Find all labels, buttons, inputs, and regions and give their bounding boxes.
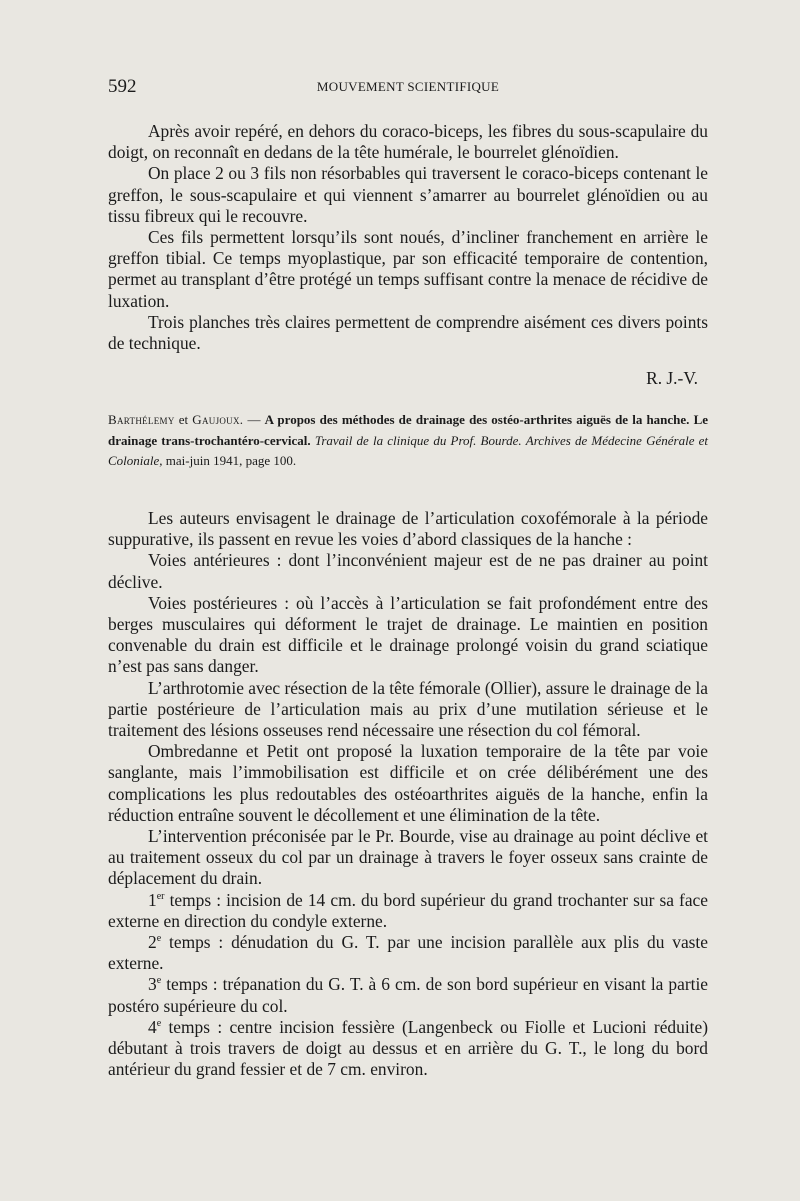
reviewer-signature: R. J.-V. [646,368,698,388]
paragraph: Trois planches très claires permettent de comprendre aisément ces divers points de technique. [108,311,708,354]
abstract-body [108,508,708,1080]
reference-dash: — [247,412,261,427]
reference-journal: Archives de Médecine Générale et Coloniale, [108,432,709,468]
article-continuation [108,121,708,354]
reference-coauthor: Gaujoux. [192,412,244,427]
paragraph: L’arthrotomie avec résection de la tête fémorale (Ollier), assure le drainage de la partie postérieure de l’articulation mais au prix d’une mutilation sérieuse et le traitement des lésions osseuses rend nécessaire une résection du col fémoral. [108,677,708,741]
running-title: MOUVEMENT SCIENTIFIQUE [316,79,500,94]
paragraph: Les auteurs envisagent le drainage de l’articulation coxofémorale à la période suppurative, ils passent en revue les voies d’abord classiques de la hanche : [108,508,708,550]
step-number: 2 [148,932,157,953]
paragraph: Ombredanne et Petit ont proposé la luxation temporaire de la tête par voie sanglante, mais l’immobilisation est difficile et on crée délibérément une des complications les plus redoutables des ostéoarthrites aiguës de la hanche, enfin la réduction entraîne souvent le décollement et une élimination de la tête. [108,741,708,825]
step-text: temps : centre incision fessière (Langenbeck ou Fiolle et Lucioni réduite) débutant à trois travers de doigt au dessus et en arrière du G. T., le long du bord antérieur du grand fessier et de 7 cm. environ. [108,1016,708,1080]
step-paragraph [108,1017,708,1081]
step-ordinal: e [156,1018,162,1030]
step-paragraph [108,890,708,932]
step-text: temps : incision de 14 cm. du bord supérieur du grand trochanter sur sa face externe en direction du condyle externe. [108,889,708,931]
reference-and: et [178,412,189,427]
paragraph: Voies antérieures : dont l’inconvénient majeur est de ne pas drainer au point déclive. [108,550,708,592]
page-header [108,76,708,100]
step-text: temps : dénudation du G. T. par une incision parallèle aux plis du vaste externe. [108,932,708,974]
paragraph: On place 2 ou 3 fils non résorbables qui traversent le coraco-biceps contenant le greffon, le sous-scapulaire et qui viennent s’amarrer au bourrelet glénoïdien ou au tissu fibreux qui le recouvre. [108,163,708,226]
step-number: 3 [148,974,157,995]
reference-author: Barthélemy [108,412,175,427]
step-paragraph [108,974,708,1016]
paragraph: L’intervention préconisée par le Pr. Bourde, vise au drainage au point déclive et au traitement osseux du col par un drainage à travers le foyer osseux sans crainte de déplacement du drain. [108,826,708,889]
step-paragraph [108,932,708,974]
reference-source-clinic: Travail de la clinique du Prof. Bourde. [314,432,522,448]
paragraph: Après avoir repéré, en dehors du coraco-biceps, les fibres du sous-scapulaire du doigt, on reconnaît en dedans de la tête humérale, le bourrelet glénoïdien. [108,121,708,163]
paragraph: Ces fils permettent lorsqu’ils sont noués, d’incliner franchement en arrière le greffon tibial. Ce temps myoplastique, par son efficacité temporaire de contention, permet au transplant d’être protégé un temps suffisant contre la menace de récidive de luxation. [108,227,708,311]
paragraph: Voies postérieures : où l’accès à l’articulation se fait profondément entre des berges musculaires qui déforment le trajet de drainage. Le maintien en position convenable du drain est difficile et le drainage prolongé voisin du grand sciatique n’est pas sans danger. [108,592,708,677]
step-ordinal: e [156,933,162,945]
step-ordinal: e [156,975,162,987]
step-number: 1 [148,889,157,910]
page-number: 592 [108,76,137,97]
step-ordinal: er [156,890,165,902]
reference-title: A propos des méthodes de drainage des ostéo-arthrites aiguës de la hanche. Le drainage trans-trochantéro-cervical. [108,412,709,448]
step-text: temps : trépanation du G. T. à 6 cm. de son bord supérieur en visant la partie postéro supérieure du col. [108,974,708,1016]
reference-date: mai-juin 1941, page 100. [165,453,297,468]
bibliographic-reference [108,410,708,472]
step-number: 4 [148,1016,157,1037]
